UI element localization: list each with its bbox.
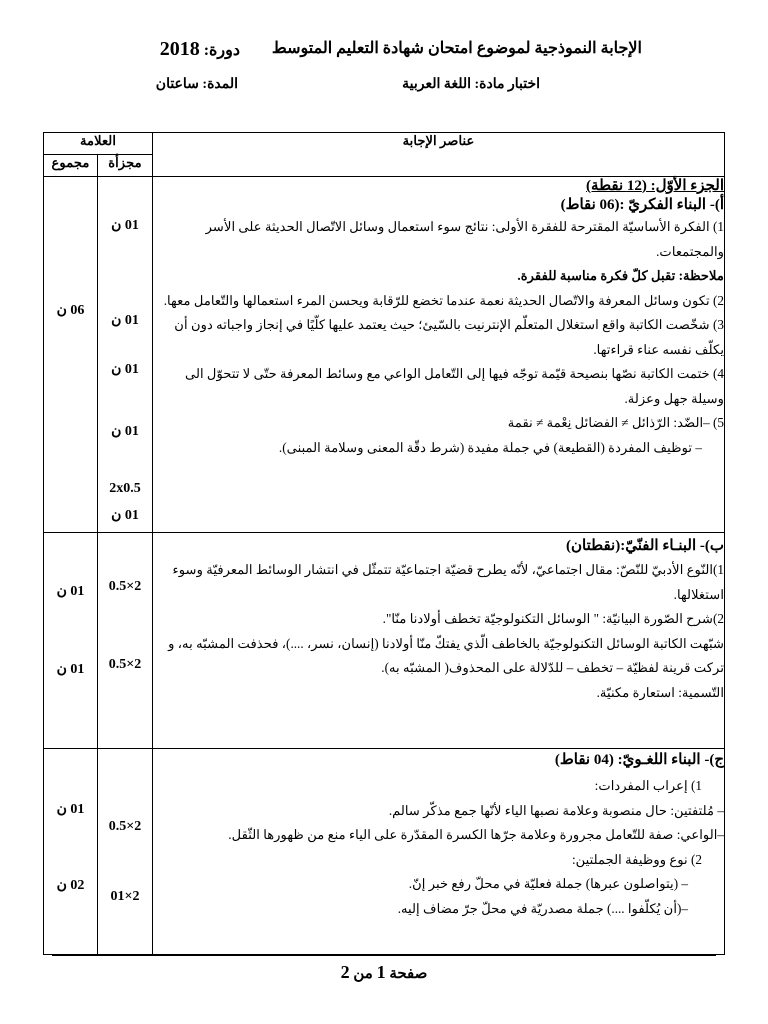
part3-total-marks xyxy=(44,749,98,955)
total-header: مجموع xyxy=(44,155,98,177)
partial-header: مجزأة xyxy=(97,155,152,177)
answer-item: –الواعي: صفة للتّعامل مجرورة وعلامة جرّها الكسرة المقدّرة على الياء منع من ظهورها الثّقل. xyxy=(228,827,724,842)
part3-partial-marks xyxy=(97,749,152,955)
page-number: 1 xyxy=(376,962,386,982)
partial-mark: 2x0.5 xyxy=(109,481,141,496)
part1-content xyxy=(152,177,724,533)
footer-divider xyxy=(52,955,716,956)
mark-header: العلامة xyxy=(44,133,153,155)
answer-item: – توظيف المفردة (القطيعة) في جملة مفيدة (شرط دقّة المعنى وسلامة المبنى). xyxy=(278,439,702,455)
answer-item: 5) –الضّد: الرّذائل ≠ الفضائل نِعْمة ≠ نقمة xyxy=(507,415,724,430)
total-mark: 01 ن xyxy=(56,584,85,599)
answer-item: شبّهت الكاتبة الوسائل التكنولوجيّة بالخاطف الّذي يفتكّ منّا أولادنا (إنسان، نسر، ....)، فحذفت المشبّه به، و تركت قرينة لفظيّة – تخطف – للدّلالة على المحذوف( المشبّه به). xyxy=(168,635,724,675)
part2-total-marks xyxy=(44,533,98,749)
partial-mark: 2×0.5 xyxy=(108,657,142,672)
section-c-title: ج)- البناء اللغـويّ: (04 نقاط) xyxy=(554,752,724,768)
part2-content xyxy=(152,533,724,749)
partial-mark: 01 ن xyxy=(111,218,139,233)
exam-subject: اختبار مادة: اللغة العربية xyxy=(402,77,540,92)
total-mark: 02 ن xyxy=(56,878,85,893)
partial-mark: 01 ن xyxy=(111,508,139,523)
exam-session: دورة:2018 xyxy=(159,38,240,60)
total-mark: 01 ن xyxy=(56,802,85,817)
section-b-title: ب)- البنـاء الفنّيّ:(نقطتان) xyxy=(566,538,724,554)
part3-row xyxy=(44,749,725,955)
note: ملاحظة: تقبل كلّ فكرة مناسبة للفقرة. xyxy=(517,268,724,283)
part-title: الجزء الأوّل: (12 نقطة) xyxy=(586,178,724,194)
session-year: 2018 xyxy=(159,38,200,60)
answer-item: 1) إعراب المفردات: xyxy=(594,778,702,793)
answer-item: 1)النّوع الأدبيّ للنّصّ: مقال اجتماعيّ، لأنّه يطرح قضيّة اجتماعيّة تتمثّل في انتشار الوسائط المعرفيّة وسوء استغلالها. xyxy=(172,562,724,602)
answer-item: 1) الفكرة الأساسيّة المقترحة للفقرة الأولى: نتائج سوء استعمال وسائل الاتّصال الحديثة على الأسر والمجتمعات. xyxy=(205,219,724,259)
of-word: من xyxy=(353,966,373,982)
exam-title: الإجابة النموذجية لموضوع امتحان شهادة التعليم المتوسط xyxy=(271,40,642,57)
answer-item: 2) نوع ووظيفة الجملتين: xyxy=(571,851,702,867)
answer-table xyxy=(43,132,725,955)
answer-item: التّسمية: استعارة مكنيّة. xyxy=(596,684,724,700)
partial-mark: 01 ن xyxy=(111,424,139,439)
answer-item: 2)شرح الصّورة البيانيّة: " الوسائل التكنولوجيّة تخطف أولادنا منّا". xyxy=(382,611,724,626)
answer-item: 4) ختمت الكاتبة نصّها بنصيحة قيّمة توجّه فيها إلى التّعامل الواعي مع وسائط المعرفة حتّى لا تتحوّل الى وسيلة جهل وعزلة. xyxy=(184,366,724,406)
answer-item: –(أن يُكلّفوا ....) جملة مصدريّة في محلّ جرّ مضاف إليه. xyxy=(397,900,688,916)
total-mark: 01 ن xyxy=(56,662,85,677)
part3-content xyxy=(152,749,724,955)
answer-item: – مُلتفتين: حال منصوبة وعلامة نصبها الياء لأنّها جمع مذكّر سالم. xyxy=(388,802,724,818)
partial-mark: 01 ن xyxy=(111,362,139,377)
part1-row xyxy=(44,177,725,533)
answer-item: 2) تكون وسائل المعرفة والاتّصال الحديثة نعمة عندما تخضع للرّقابة ويحسن المرء استعمالها والتّعامل معها. xyxy=(163,292,724,308)
part1-total-mark xyxy=(44,177,98,533)
part2-partial-marks xyxy=(97,533,152,749)
page-total: 2 xyxy=(340,962,350,982)
page-word: صفحة xyxy=(389,966,428,982)
total-mark: 06 ن xyxy=(56,303,85,318)
answer-item: – (يتواصلون عبرها) جملة فعليّة في محلّ رفع خبر إنّ. xyxy=(408,876,688,891)
section-a-title: أ)- البناء الفكريّ :(06 نقاط) xyxy=(560,197,724,213)
partial-mark: 01 ن xyxy=(111,313,139,328)
partial-mark: 2×0.5 xyxy=(108,579,142,594)
answer-item: 3) شخّصت الكاتبة واقع استغلال المتعلّم الإنترنيت بالسّيئ؛ حيث يعتمد عليها كلّيًا في إنجاز واجباته دون أن يكلّف نفسه عناء قراءتها. xyxy=(174,317,724,357)
part2-row xyxy=(44,533,725,749)
partial-mark: 2×0.5 xyxy=(108,819,142,834)
answers-header: عناصر الإجابة xyxy=(152,133,724,177)
page-footer xyxy=(0,962,768,983)
exam-duration: المدة: ساعتان xyxy=(155,77,238,92)
partial-mark: 2×01 xyxy=(110,889,140,904)
part1-partial-marks xyxy=(97,177,152,533)
